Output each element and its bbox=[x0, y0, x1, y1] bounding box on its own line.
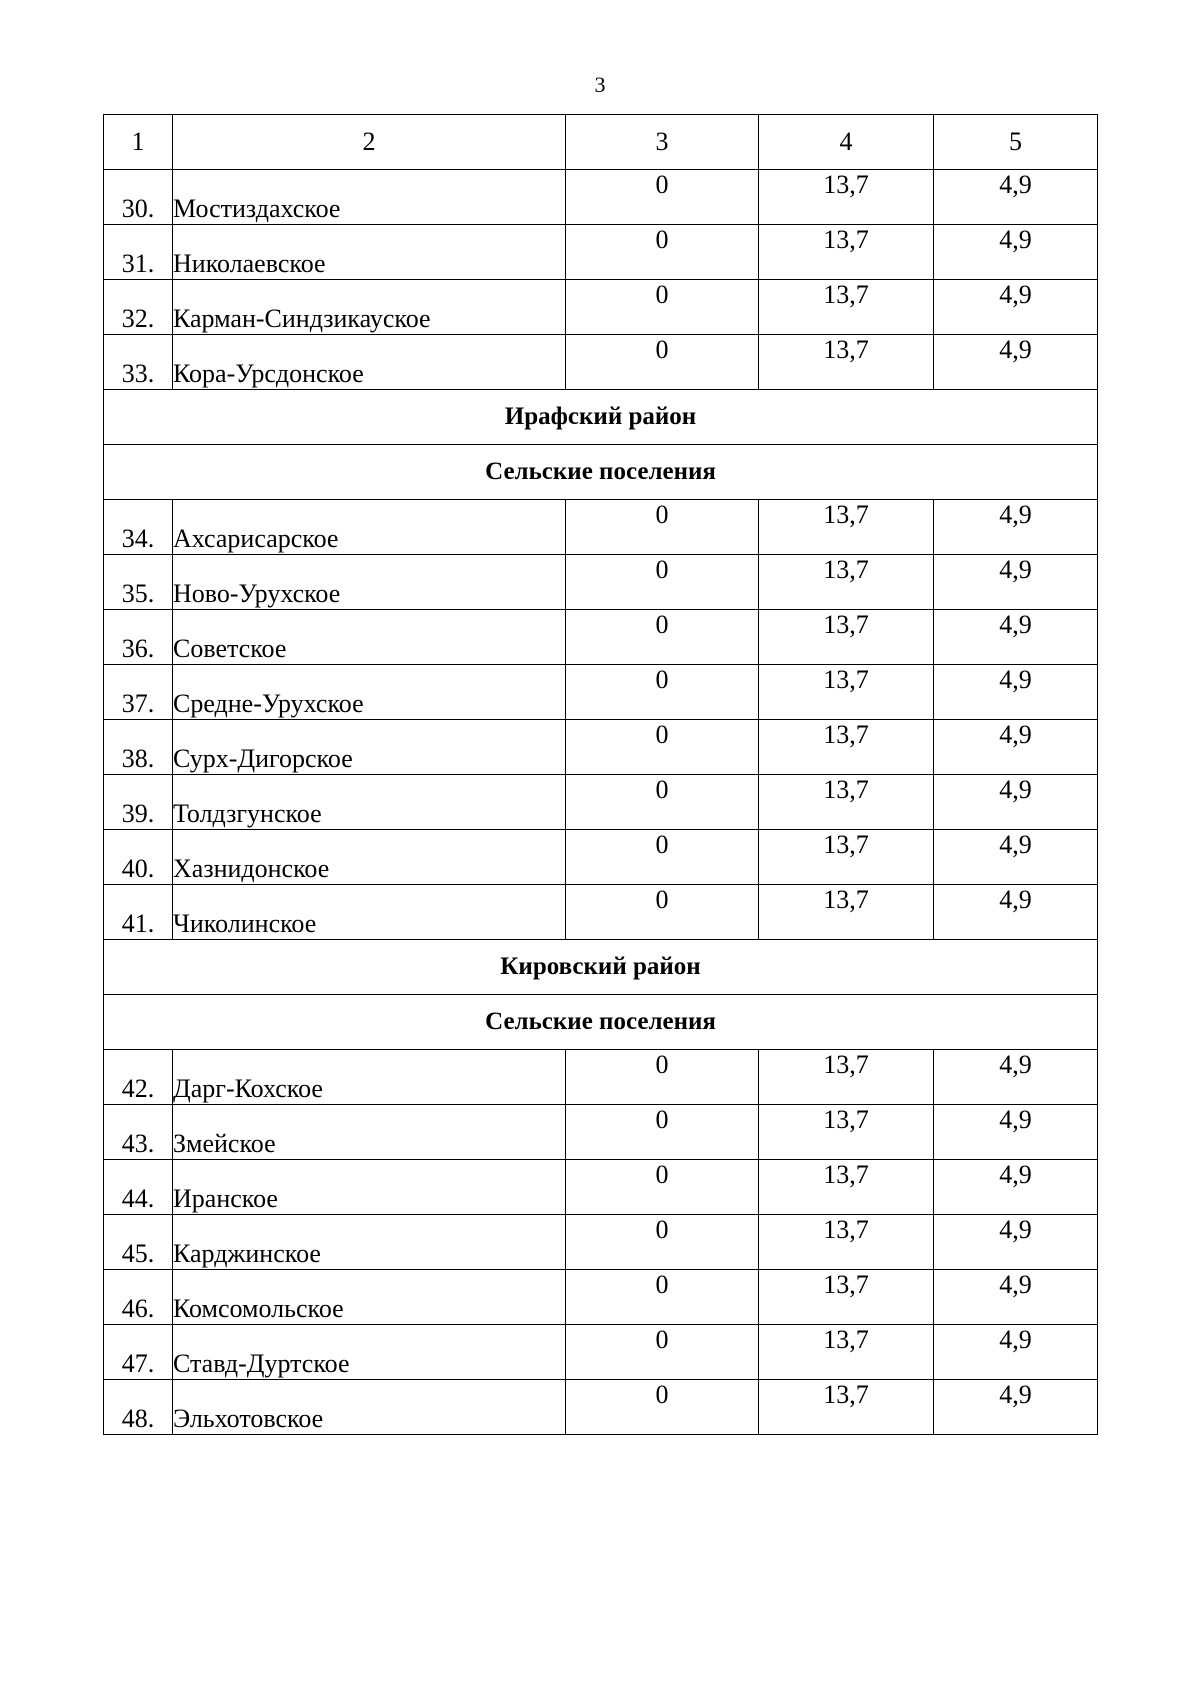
row-number: 45. bbox=[104, 1215, 173, 1270]
settlement-name: Кора-Урсдонское bbox=[173, 335, 566, 390]
value-col-5: 4,9 bbox=[934, 1270, 1098, 1325]
value-col-4: 13,7 bbox=[759, 1160, 934, 1215]
settlement-name: Сурх-Дигорское bbox=[173, 720, 566, 775]
value-col-3: 0 bbox=[566, 1270, 759, 1325]
value-col-3: 0 bbox=[566, 885, 759, 940]
value-col-5: 4,9 bbox=[934, 665, 1098, 720]
value-col-4: 13,7 bbox=[759, 170, 934, 225]
row-number: 36. bbox=[104, 610, 173, 665]
value-col-5: 4,9 bbox=[934, 775, 1098, 830]
value-col-3: 0 bbox=[566, 1105, 759, 1160]
table-row bbox=[104, 1325, 1098, 1380]
value-col-5: 4,9 bbox=[934, 1215, 1098, 1270]
value-col-5: 4,9 bbox=[934, 720, 1098, 775]
row-number: 38. bbox=[104, 720, 173, 775]
row-number: 32. bbox=[104, 280, 173, 335]
section-row bbox=[104, 390, 1098, 445]
table-row bbox=[104, 720, 1098, 775]
row-number: 30. bbox=[104, 170, 173, 225]
section-row bbox=[104, 445, 1098, 500]
settlement-name: Карджинское bbox=[173, 1215, 566, 1270]
row-number: 34. bbox=[104, 500, 173, 555]
header-row bbox=[104, 115, 1098, 170]
settlement-name: Ново-Урухское bbox=[173, 555, 566, 610]
section-title: Кировский район bbox=[104, 940, 1098, 995]
value-col-3: 0 bbox=[566, 720, 759, 775]
settlements-table bbox=[103, 114, 1098, 1435]
value-col-3: 0 bbox=[566, 170, 759, 225]
value-col-3: 0 bbox=[566, 775, 759, 830]
table-row bbox=[104, 665, 1098, 720]
settlement-name: Карман-Синдзикауское bbox=[173, 280, 566, 335]
table-row bbox=[104, 1270, 1098, 1325]
value-col-4: 13,7 bbox=[759, 885, 934, 940]
value-col-4: 13,7 bbox=[759, 830, 934, 885]
value-col-4: 13,7 bbox=[759, 1050, 934, 1105]
table-row bbox=[104, 610, 1098, 665]
table-row bbox=[104, 830, 1098, 885]
section-title: Ирафский район bbox=[104, 390, 1098, 445]
table-row bbox=[104, 885, 1098, 940]
value-col-4: 13,7 bbox=[759, 1380, 934, 1435]
row-number: 47. bbox=[104, 1325, 173, 1380]
table-row bbox=[104, 1105, 1098, 1160]
table-row bbox=[104, 170, 1098, 225]
settlement-name: Толдзгунское bbox=[173, 775, 566, 830]
value-col-5: 4,9 bbox=[934, 170, 1098, 225]
settlement-name: Эльхотовское bbox=[173, 1380, 566, 1435]
table-row bbox=[104, 225, 1098, 280]
row-number: 44. bbox=[104, 1160, 173, 1215]
value-col-5: 4,9 bbox=[934, 335, 1098, 390]
settlement-name: Мостиздахское bbox=[173, 170, 566, 225]
settlement-name: Ставд-Дуртское bbox=[173, 1325, 566, 1380]
value-col-4: 13,7 bbox=[759, 1270, 934, 1325]
value-col-5: 4,9 bbox=[934, 1325, 1098, 1380]
settlement-name: Комсомольское bbox=[173, 1270, 566, 1325]
value-col-5: 4,9 bbox=[934, 885, 1098, 940]
value-col-5: 4,9 bbox=[934, 610, 1098, 665]
value-col-3: 0 bbox=[566, 335, 759, 390]
row-number: 42. bbox=[104, 1050, 173, 1105]
value-col-3: 0 bbox=[566, 225, 759, 280]
table-row bbox=[104, 500, 1098, 555]
row-number: 39. bbox=[104, 775, 173, 830]
table-row bbox=[104, 1215, 1098, 1270]
header-cell-1: 1 bbox=[104, 115, 173, 170]
value-col-4: 13,7 bbox=[759, 1105, 934, 1160]
value-col-4: 13,7 bbox=[759, 555, 934, 610]
value-col-5: 4,9 bbox=[934, 1160, 1098, 1215]
settlement-name: Советское bbox=[173, 610, 566, 665]
table-row bbox=[104, 1050, 1098, 1105]
value-col-5: 4,9 bbox=[934, 1380, 1098, 1435]
value-col-4: 13,7 bbox=[759, 335, 934, 390]
value-col-3: 0 bbox=[566, 1325, 759, 1380]
value-col-5: 4,9 bbox=[934, 280, 1098, 335]
row-number: 33. bbox=[104, 335, 173, 390]
section-row bbox=[104, 995, 1098, 1050]
value-col-4: 13,7 bbox=[759, 665, 934, 720]
table-row bbox=[104, 775, 1098, 830]
value-col-4: 13,7 bbox=[759, 610, 934, 665]
value-col-3: 0 bbox=[566, 500, 759, 555]
value-col-3: 0 bbox=[566, 555, 759, 610]
value-col-3: 0 bbox=[566, 1215, 759, 1270]
settlement-name: Змейское bbox=[173, 1105, 566, 1160]
value-col-4: 13,7 bbox=[759, 280, 934, 335]
row-number: 35. bbox=[104, 555, 173, 610]
value-col-3: 0 bbox=[566, 1380, 759, 1435]
row-number: 41. bbox=[104, 885, 173, 940]
settlement-name: Хазнидонское bbox=[173, 830, 566, 885]
value-col-5: 4,9 bbox=[934, 1050, 1098, 1105]
row-number: 48. bbox=[104, 1380, 173, 1435]
value-col-4: 13,7 bbox=[759, 720, 934, 775]
settlement-name: Иранское bbox=[173, 1160, 566, 1215]
row-number: 31. bbox=[104, 225, 173, 280]
header-cell-3: 3 bbox=[566, 115, 759, 170]
section-row bbox=[104, 940, 1098, 995]
row-number: 46. bbox=[104, 1270, 173, 1325]
table-body bbox=[104, 115, 1098, 1435]
settlement-name: Николаевское bbox=[173, 225, 566, 280]
header-cell-4: 4 bbox=[759, 115, 934, 170]
value-col-4: 13,7 bbox=[759, 775, 934, 830]
value-col-5: 4,9 bbox=[934, 555, 1098, 610]
settlement-name: Ахсарисарское bbox=[173, 500, 566, 555]
row-number: 40. bbox=[104, 830, 173, 885]
value-col-3: 0 bbox=[566, 1050, 759, 1105]
value-col-4: 13,7 bbox=[759, 500, 934, 555]
table-row bbox=[104, 555, 1098, 610]
table-row bbox=[104, 1380, 1098, 1435]
value-col-5: 4,9 bbox=[934, 830, 1098, 885]
section-title: Сельские поселения bbox=[104, 995, 1098, 1050]
value-col-5: 4,9 bbox=[934, 225, 1098, 280]
row-number: 37. bbox=[104, 665, 173, 720]
value-col-4: 13,7 bbox=[759, 1215, 934, 1270]
settlement-name: Средне-Урухское bbox=[173, 665, 566, 720]
header-cell-5: 5 bbox=[934, 115, 1098, 170]
section-title: Сельские поселения bbox=[104, 445, 1098, 500]
value-col-5: 4,9 bbox=[934, 500, 1098, 555]
page-number: 3 bbox=[594, 72, 606, 97]
value-col-4: 13,7 bbox=[759, 225, 934, 280]
settlement-name: Дарг-Кохское bbox=[173, 1050, 566, 1105]
value-col-3: 0 bbox=[566, 830, 759, 885]
value-col-5: 4,9 bbox=[934, 1105, 1098, 1160]
value-col-3: 0 bbox=[566, 280, 759, 335]
table-row bbox=[104, 280, 1098, 335]
table-row bbox=[104, 1160, 1098, 1215]
header-cell-2: 2 bbox=[173, 115, 566, 170]
value-col-3: 0 bbox=[566, 1160, 759, 1215]
row-number: 43. bbox=[104, 1105, 173, 1160]
settlement-name: Чиколинское bbox=[173, 885, 566, 940]
value-col-3: 0 bbox=[566, 665, 759, 720]
value-col-4: 13,7 bbox=[759, 1325, 934, 1380]
value-col-3: 0 bbox=[566, 610, 759, 665]
table-row bbox=[104, 335, 1098, 390]
